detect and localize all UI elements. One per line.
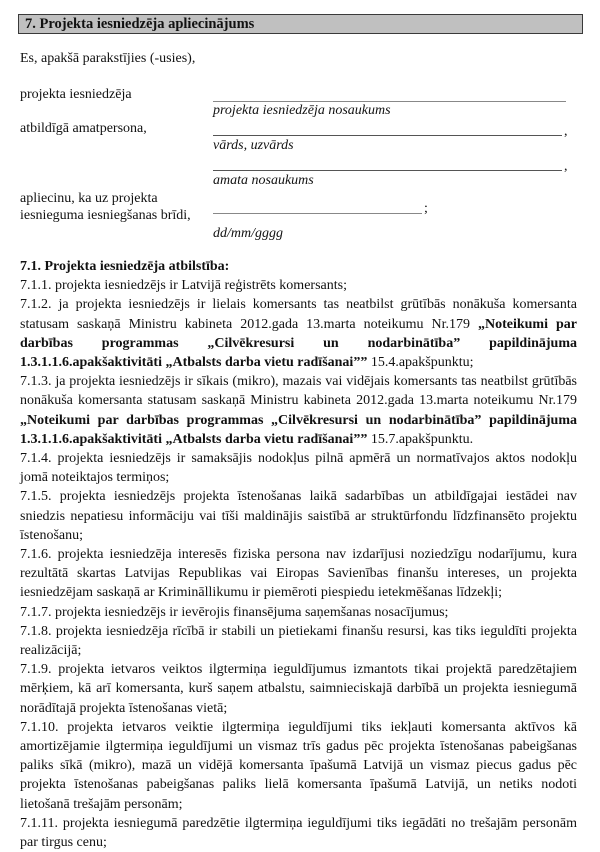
certify-label-line2: iesnieguma iesniegšanas brīdi, [20, 208, 191, 223]
item-7-1-8: 7.1.8. projekta iesniedzēja rīcībā ir stabili un pietiekami finanšu resursi, kas tiks ieguldīti projekta realizācijā; [20, 623, 577, 659]
date-field[interactable] [213, 213, 422, 214]
item-7-1-10: 7.1.10. projekta ietvaros veiktie ilgtermiņa ieguldījumi tiks iekļauti komersanta aktīvos kā amortizējamie ilgtermiņa ieguldījumi un vismaz trīs gadus pēc projekta īstenošanas pabeigšanas paliks sīkā (mikro), mazā un vidējā komersanta īpašumā Latvijā un vismaz piecus gadus pēc projekta īstenošanas pabeigšanas paliks lielā komersanta īpašumā Latvijā, un netiks nodoti lietošanā trešajām personām; [20, 719, 577, 812]
position-title-suffix: , [564, 159, 568, 174]
certify-label-line1: apliecinu, ka uz projekta [20, 191, 158, 206]
item-7-1-2 [20, 295, 577, 372]
date-suffix: ; [424, 201, 428, 216]
position-title-hint: amata nosaukums [213, 173, 314, 188]
applicant-name-field[interactable] [213, 101, 566, 102]
item-7-1-4: 7.1.4. projekta iesniedzējs ir samaksājis nodokļus pilnā apmērā un normatīvajos aktos nodokļu jomā noteiktajos termiņos; [20, 451, 577, 486]
item-7-1-5: 7.1.5. projekta iesniedzējs projekta īstenošanas laikā sadarbības un atbildīgajai iestādei nav sniedzis nepatiesu informāciju vai tīši maldinājis saistībā ar struktūrfondu līdzfinansēto projektu īstenošanu; [20, 489, 577, 543]
item-7-1-1: 7.1.1. projekta iesniedzējs ir Latvijā reģistrēts komersants; [20, 278, 347, 294]
item-7-1-11: 7.1.11. projekta iesniegumā paredzētie ilgtermiņa ieguldījumi tiks iegādāti no trešajām personām par tirgus cenu; [20, 815, 577, 851]
certify-label [20, 190, 191, 224]
full-name-field[interactable] [213, 135, 562, 136]
date-hint: dd/mm/gggg [213, 226, 283, 241]
compliance-section [20, 257, 577, 852]
section-title: 7. Projekta iesniedzēja apliecinājums [18, 14, 583, 34]
subsection-title: 7.1. Projekta iesniedzēja atbilstība: [20, 259, 230, 274]
item-7-1-2-clause: 15.4.apakšpunktu; [370, 355, 474, 371]
applicant-label: projekta iesniedzēja [20, 87, 132, 102]
full-name-hint: vārds, uzvārds [213, 138, 294, 153]
declaration-intro: Es, apakšā parakstījies (-usies), [20, 51, 196, 66]
item-7-1-3-clause: 15.7.apakšpunktu. [370, 431, 474, 447]
position-title-field[interactable] [213, 170, 562, 171]
item-7-1-3-text: 7.1.3. ja projekta iesniedzējs ir sīkais (mikro), mazais vai vidējais komersants tas neatbilst grūtībās nonākuša komersanta statusam saskaņā Ministru kabineta 2012.gada 13.marta noteikumu Nr.179 [20, 374, 577, 409]
item-7-1-6: 7.1.6. projekta iesniedzēja interesēs fiziska persona nav izdarījusi noziedzīgu nodarījumu, kura rezultātā skartas Latvijas Republikas vai Eiropas Savienības finanšu intereses, un projekta iesniedzējam saskaņā ar Krimināllikumu ir piemēroti piespiedu ietekmēšanas līdzekļi; [20, 547, 577, 601]
item-7-1-9: 7.1.9. projekta ietvaros veiktos ilgtermiņa ieguldījumus izmantots tikai projektā paredzētajiem mērķiem, kā arī komersanta, kurš saņem atbalstu, saimnieciskajā darbībā un projekta iesniegumā norādītajā projekta īstenošanas vietā; [20, 662, 577, 716]
item-7-1-2-text: 7.1.2. ja projekta iesniedzējs ir lielais komersants tas neatbilst grūtībās nonākuša komersanta statusam saskaņā Ministru kabineta 2012.gada 13.marta noteikumu Nr.179 [20, 297, 577, 332]
item-7-1-3 [20, 372, 577, 449]
applicant-name-hint: projekta iesniedzēja nosaukums [213, 103, 391, 118]
item-7-1-3-regulation-title: „Noteikumi par darbības programmas „Cilvēkresursi un nodarbinātība” papildinājuma 1.3.1.1.6.apakšaktivitāti „Atbalsts darba vietu radīšanai”” [20, 412, 577, 447]
item-7-1-7: 7.1.7. projekta iesniedzējs ir ievērojis finansējuma saņemšanas nosacījumus; [20, 604, 449, 620]
official-label: atbildīgā amatpersona, [20, 121, 147, 136]
full-name-suffix: , [564, 124, 568, 139]
item-7-1-2-regulation-title: „Noteikumi par darbības programmas „Cilvēkresursi un nodarbinātība” papildinājuma 1.3.1.1.6.apakšaktivitāti „Atbalsts darba vietu radīšanai”” [20, 316, 577, 371]
